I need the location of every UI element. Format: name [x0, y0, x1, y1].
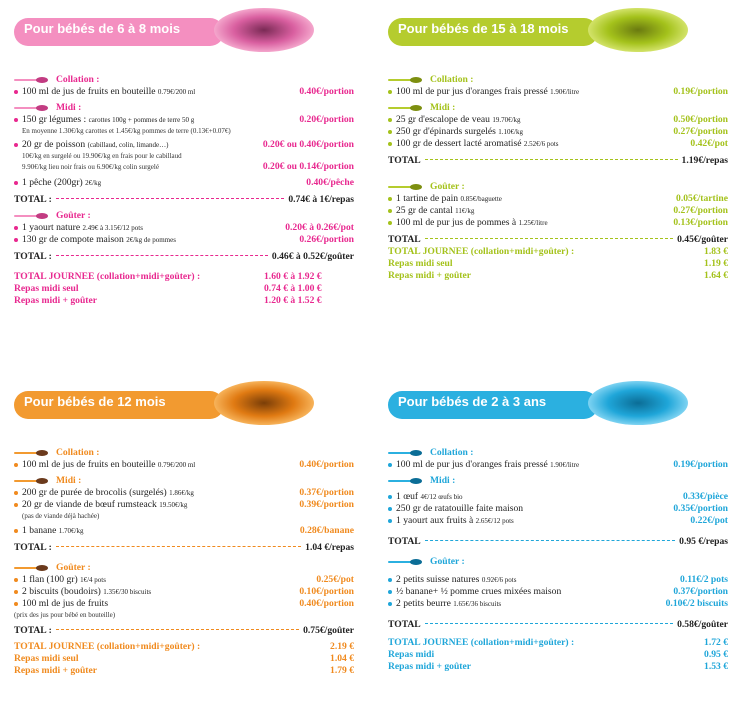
spoon-icon: [14, 105, 48, 111]
spoon-icon: [388, 105, 422, 111]
list-item: 100 ml de pur jus d'oranges frais pressé 1.90€/litre 0.19€/portion: [388, 459, 728, 471]
list-item: 100 ml de jus de fruits en bouteille 0.79€/200 ml 0.40€/portion: [14, 459, 354, 471]
total-line: TOTAL : 1.04 €/repas: [14, 542, 354, 553]
menu-panel-6-8-months: [6, 0, 362, 355]
section-gouter: Goûter :: [388, 180, 728, 193]
list-item: 150 gr légumes : carottes 100g + pommes de terre 50 g 0.20€/portion: [14, 114, 354, 126]
summary-lunch-snack: Repas midi + goûter 1.79 €: [14, 665, 354, 676]
list-item: 1 pêche (200gr) 2€/kg 0.40€/pêche: [14, 177, 354, 189]
title-banner: [14, 377, 354, 429]
list-item: 100 ml de pur jus de pommes à 1.25€/litre 0.13€/portion: [388, 217, 728, 229]
item-note: (pas de viande déjà hachée): [22, 512, 100, 520]
list-item: 1 flan (100 gr) 1€/4 pots 0.25€/pot: [14, 574, 354, 586]
section-collation: Collation :: [14, 73, 354, 86]
section-gouter: Goûter :: [14, 561, 354, 574]
section-midi: Midi :: [388, 474, 728, 487]
list-item: 1 tartine de pain 0.85€/baguette 0.05€/tartine: [388, 193, 728, 205]
list-item: 100 gr de dessert lacté aromatisé 2.52€/6 pots 0.42€/pot: [388, 138, 728, 150]
summary-lunch-only: Repas midi seul 1.04 €: [14, 653, 354, 664]
item-note: 10€/kg en surgelé ou 19.90€/kg en frais pour le cabillaud: [22, 152, 182, 160]
total-line: TOTAL 0.95 €/repas: [388, 536, 728, 547]
total-line: TOTAL 1.19€/repas: [388, 155, 728, 166]
list-item: 100 ml de jus de fruits 0.40€/portion: [14, 598, 354, 610]
list-item: 250 gr d'épinards surgelés 1.10€/kg 0.27€/portion: [388, 126, 728, 138]
spoon-icon: [14, 213, 48, 219]
menu-content: [14, 443, 354, 677]
summary-lunch-snack: Repas midi + goûter 1.20 € à 1.52 €: [14, 295, 322, 306]
summary-lunch-snack: Repas midi + goûter 1.64 €: [388, 270, 728, 281]
list-item: 100 ml de jus de fruits en bouteille 0.79€/200 ml 0.40€/portion: [14, 86, 354, 98]
menu-panel-2-3-years: [380, 373, 736, 728]
panel-title: Pour bébés de 6 à 8 mois: [24, 21, 181, 36]
list-item: 2 petits beurre 1.65€/36 biscuits 0.10€/2 biscuits: [388, 598, 728, 610]
spoon-icon: [388, 450, 422, 456]
list-item: 20 gr de poisson (cabillaud, colin, limande…) 0.20€ ou 0.40€/portion: [14, 139, 354, 151]
list-item: 25 gr d'escalope de veau 19.70€/kg 0.50€/portion: [388, 114, 728, 126]
title-banner: [388, 377, 728, 429]
spoon-icon: [14, 565, 48, 571]
list-item: 1 yaourt nature 2.49€ à 3.15€/12 pots 0.20€ à 0.26€/pot: [14, 222, 354, 234]
item-note: (prix des jus pour bébé en bouteille): [14, 611, 116, 619]
total-line: TOTAL : 0.75€/goûter: [14, 625, 354, 636]
total-line: TOTAL : 0.46€ à 0.52€/goûter: [14, 251, 354, 262]
summary-total-day: TOTAL JOURNEE (collation+midi+goûter) : 1.60 € à 1.92 €: [14, 271, 322, 282]
list-item: 20 gr de viande de bœuf rumsteack 19.50€/kg 0.39€/portion: [14, 499, 354, 511]
spoon-icon: [14, 450, 48, 456]
spoon-icon: [388, 478, 422, 484]
summary-total-day: TOTAL JOURNEE (collation+midi+goûter) : 1.72 €: [388, 637, 728, 648]
section-collation: Collation :: [388, 73, 728, 86]
spoon-icon: [14, 77, 48, 83]
list-item: ½ banane+ ½ pomme crues mixées maison 0.37€/portion: [388, 586, 728, 598]
summary-lunch-only: Repas midi seul 1.19 €: [388, 258, 728, 269]
item-note: En moyenne 1.30€/kg carottes et 1.45€/kg pommes de terre (0.13€+0.07€): [22, 127, 231, 135]
section-gouter: Goûter :: [388, 555, 728, 568]
summary-lunch-only: Repas midi 0.95 €: [388, 649, 728, 660]
menu-content: [14, 70, 354, 307]
section-midi: Midi :: [14, 474, 354, 487]
section-gouter: Goûter :: [14, 209, 354, 222]
menu-content: [388, 70, 728, 282]
summary-lunch-only: Repas midi seul 0.74 € à 1.00 €: [14, 283, 322, 294]
panel-title: Pour bébés de 2 à 3 ans: [398, 394, 547, 409]
spoon-icon: [388, 184, 422, 190]
section-midi: Midi :: [14, 101, 354, 114]
menu-content: [388, 443, 728, 673]
list-item: 130 gr de compote maison 2€/kg de pommes 0.26€/portion: [14, 234, 354, 246]
spoon-icon: [388, 77, 422, 83]
section-midi: Midi :: [388, 101, 728, 114]
section-collation: Collation :: [14, 446, 354, 459]
list-item: 25 gr de cantal 11€/kg 0.27€/portion: [388, 205, 728, 217]
panel-title: Pour bébés de 15 à 18 mois: [398, 21, 569, 36]
list-item: 2 petits suisse natures 0.92€/6 pots 0.11€/2 pots: [388, 574, 728, 586]
list-item: 200 gr de purée de brocolis (surgelés) 1.86€/kg 0.37€/portion: [14, 487, 354, 499]
summary-total-day: TOTAL JOURNEE (collation+midi+goûter) : 2.19 €: [14, 641, 354, 652]
summary-total-day: TOTAL JOURNEE (collation+midi+goûter) : 1.83 €: [388, 246, 728, 257]
total-line: TOTAL 0.45€/goûter: [388, 234, 728, 245]
spoon-icon: [388, 559, 422, 565]
menu-panel-15-18-months: [380, 0, 736, 355]
total-line: TOTAL 0.58€/goûter: [388, 619, 728, 630]
list-item: 250 gr de ratatouille faite maison 0.35€/portion: [388, 503, 728, 515]
list-item: 1 banane 1.70€/kg 0.28€/banane: [14, 525, 354, 537]
spoon-icon: [14, 478, 48, 484]
list-item: 9.90€/kg lieu noir frais ou 6.90€/kg colin surgelé 0.20€ ou 0.14€/portion: [22, 161, 354, 172]
title-banner: [388, 4, 728, 56]
menu-panel-12-months: [6, 373, 362, 728]
section-collation: Collation :: [388, 446, 728, 459]
panel-title: Pour bébés de 12 mois: [24, 394, 166, 409]
list-item: 1 œuf 4€/12 œufs bio 0.33€/pièce: [388, 491, 728, 503]
title-banner: [14, 4, 354, 56]
total-line: TOTAL : 0.74€ à 1€/repas: [14, 194, 354, 205]
summary-lunch-snack: Repas midi + goûter 1.53 €: [388, 661, 728, 672]
list-item: 2 biscuits (boudoirs) 1.35€/30 biscuits 0.10€/portion: [14, 586, 354, 598]
list-item: 1 yaourt aux fruits à 2.65€/12 pots 0.22€/pot: [388, 515, 728, 527]
list-item: 100 ml de pur jus d'oranges frais pressé 1.90€/litre 0.19€/portion: [388, 86, 728, 98]
